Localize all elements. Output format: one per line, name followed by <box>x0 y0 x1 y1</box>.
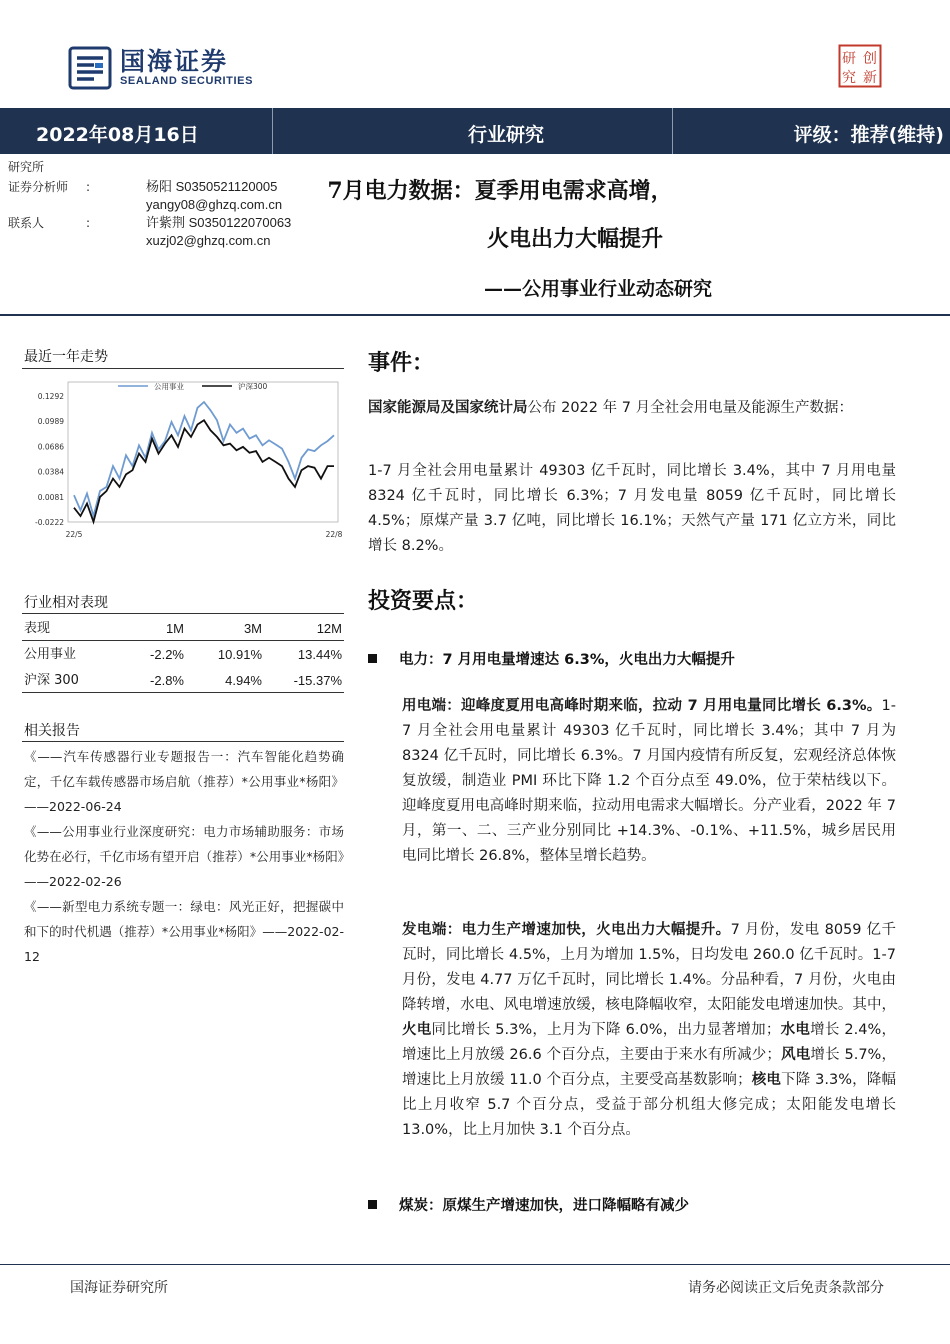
related-report-item[interactable]: 《——新型电力系统专题一：绿电：风光正好，把握碳中和下的时代机遇（推荐）*公用事业*杨阳》——2022-02-12 <box>24 899 344 964</box>
table-row: 沪深 300 -2.8% 4.94% -15.37% <box>24 673 342 688</box>
brand-name-cn: 国海证券 <box>120 47 229 76</box>
paragraph-demand: 用电端：迎峰度夏用电高峰时期来临，拉动 7 月用电量同比增长 6.3%。1-7 月全社会用电量累计 49303 亿千瓦时，同比增长 3.4%；其中 7 月为 8324 亿千瓦时，同比增长 6.3%。7 月国内疫情有所反复，宏观经济总体恢复放缓，制造业 PMI 环比下降 1.2 个百分点至 49.0%，位于荣枯线以下。迎峰度夏用电高峰时期来临，拉动用电需求大幅增长。分产业看，2022 年 7 月，第一、二、三产业分别同比 +14.3%、-0.1%、+11.5%，城乡居民用电同比增长 26.8%，整体呈增长趋势。 <box>402 698 896 864</box>
research-seal-icon <box>838 44 882 88</box>
institute-label: 研究所 <box>8 160 45 174</box>
contact-label: 联系人 <box>8 216 45 230</box>
related-report-item[interactable]: 《——公用事业行业深度研究：电力市场辅助服务：市场化势在必行，千亿市场有望开启（推荐）*公用事业*杨阳》——2022-02-26 <box>24 824 344 889</box>
analyst-name-id: 杨阳 S0350521120005 <box>146 179 278 194</box>
footer-disclaimer-link[interactable]: 请务必阅读正文后免责条款部分 <box>688 1280 884 1296</box>
report-title-line2: 火电出力大幅提升 <box>486 226 663 252</box>
title-divider <box>0 314 950 316</box>
points-heading: 投资要点： <box>368 588 479 614</box>
report-date: 2022年08月16日 <box>36 124 199 146</box>
performance-heading: 行业相对表现 <box>24 595 108 611</box>
y-tick-label: 0.0686 <box>37 442 64 452</box>
trend-heading: 最近一年走势 <box>24 349 108 365</box>
legend-label-sector: 公用事业 <box>154 382 184 391</box>
header-separator <box>272 108 273 154</box>
report-category: 行业研究 <box>468 124 545 146</box>
event-heading: 事件： <box>368 350 435 376</box>
table-row: 公用事业 -2.2% 10.91% 13.44% <box>24 647 342 662</box>
series-line-index <box>74 420 334 522</box>
related-report-item[interactable]: 《——汽车传感器行业专题报告一：汽车智能化趋势确定，千亿车载传感器市场启航（推荐）*公用事业*杨阳》——2022-06-24 <box>24 749 344 814</box>
section-rule <box>22 613 344 614</box>
report-rating: 评级：推荐(维持) <box>793 124 944 146</box>
y-tick-label: 0.0081 <box>37 492 64 502</box>
footer-rule <box>0 1264 950 1265</box>
section-rule <box>22 368 344 369</box>
svg-text:研: 研 <box>842 51 856 67</box>
event-intro: 国家能源局及国家统计局公布 2022 年 7 月全社会用电量及能源生产数据： <box>368 400 854 416</box>
paragraph-supply: 发电端：电力生产增速加快，火电出力大幅提升。7 月份，发电 8059 亿千瓦时，同比增长 4.5%，上月为增加 1.5%，日均发电 260.0 亿千瓦时。1-7 月份，发电 4.77 万亿千瓦时，同比增长 1.4%。分品种看，7 月份，火电由降转增，水电、风电增速放缓，核电降幅收窄，太阳能发电增速加快。其中，火电同比增长 5.3%，上月为下降 6.0%，出力显著增加；水电增长 2.4%，增速比上月放缓 26.6 个百分点，主要由于来水有所减少；风电增长 5.7%，增速比上月放缓 11.0 个百分点，主要受高基数影响；核电下降 3.3%，降幅比上月收窄 5.7 个百分点，受益于部分机组大修完成；太阳能发电增长 13.0%，比上月加快 3.1 个百分点。 <box>402 922 897 1138</box>
y-tick-label: 0.1292 <box>37 392 64 401</box>
header-separator <box>672 108 673 154</box>
analyst-email: yangy08@ghzq.com.cn <box>146 197 283 212</box>
performance-table <box>24 616 344 694</box>
brand-name-en: SEALAND SECURITIES <box>120 75 254 87</box>
related-heading: 相关报告 <box>24 723 80 739</box>
table-rule <box>22 692 344 693</box>
svg-text:创: 创 <box>863 51 877 67</box>
contact-name-id: 许紫荆 S0350122070063 <box>146 215 292 230</box>
bullet-coal: 煤炭：原煤生产增速加快，进口降幅略有减少 <box>368 1194 689 1215</box>
analyst-label: 证券分析师 <box>8 180 69 194</box>
y-tick-label: 0.0384 <box>37 467 64 477</box>
report-title-line1: 7月电力数据：夏季用电需求高增， <box>327 178 673 204</box>
table-rule <box>22 640 344 641</box>
legend-label-index: 沪深300 <box>238 382 268 391</box>
bullet-square-icon <box>368 1200 377 1209</box>
svg-text:究: 究 <box>842 70 856 86</box>
y-tick-label: -0.0222 <box>35 518 64 527</box>
event-detail: 1-7 月全社会用电量累计 49303 亿千瓦时，同比增长 3.4%，其中 7 月用电量 8324 亿千瓦时，同比增长 6.3%；7 月发电量 8059 亿千瓦时，同比增长 4.5%；原煤产量 3.7 亿吨，同比增长 16.1%；天然气产量 171 亿立方米，同比增长 8.2%。 <box>368 463 896 554</box>
contact-email: xuzj02@ghzq.com.cn <box>146 233 271 248</box>
trend-chart <box>22 376 344 548</box>
bullet-power: 电力：7 月用电量增速达 6.3%，火电出力大幅提升 <box>368 648 735 669</box>
x-tick-label: 22/5 <box>65 530 83 539</box>
header-bar <box>0 108 950 154</box>
y-tick-label: 0.0989 <box>37 417 64 427</box>
sealand-logo-icon <box>68 46 112 90</box>
table-header-row: 表现 1M 3M 12M <box>24 621 342 636</box>
report-subtitle: ——公用事业行业动态研究 <box>484 278 713 300</box>
series-line-sector <box>74 402 334 516</box>
footer-institute: 国海证券研究所 <box>70 1280 168 1296</box>
x-tick-label: 22/8 <box>325 530 343 539</box>
section-rule <box>22 741 344 742</box>
bullet-square-icon <box>368 654 377 663</box>
svg-text:新: 新 <box>863 70 877 86</box>
brand-logo <box>68 46 253 90</box>
related-reports <box>24 744 344 969</box>
